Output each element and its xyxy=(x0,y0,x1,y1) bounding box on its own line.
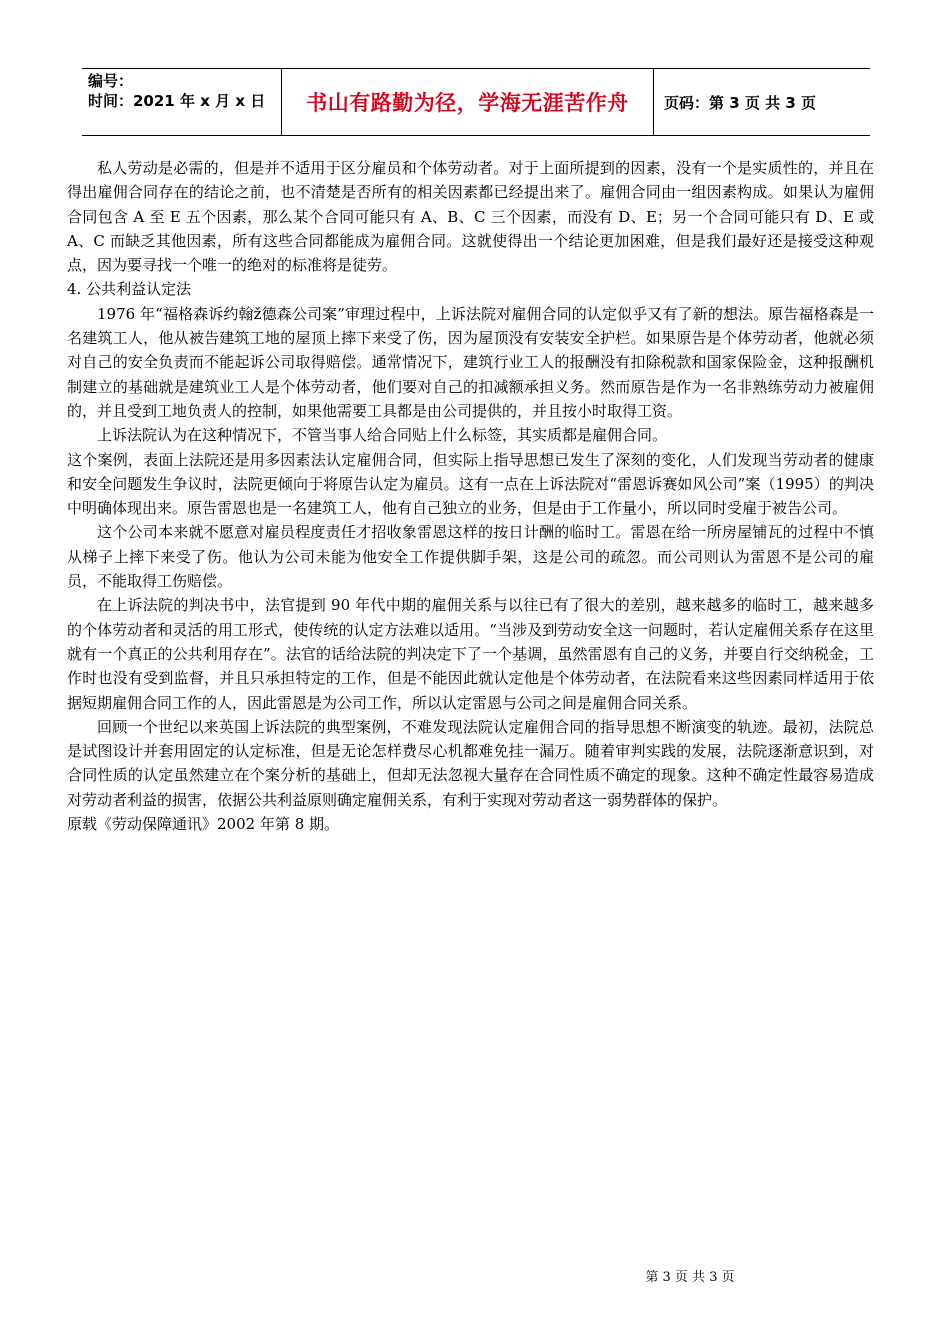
paragraph: 私人劳动是必需的，但是并不适用于区分雇员和个体劳动者。对于上面所提到的因素，没有一个是实质性的，并且在得出雇佣合同存在的结论之前，也不清楚是否所有的相关因素都已经提出来了。雇佣合同由一组因素构成。如果认为雇佣合同包含 A 至 E 五个因素，那么某个合同可能只有 A、B、C 三个因素，而没有 D、E；另一个合同可能只有 D、E 或 A、C 而缺乏其他因素，所有这些合同都能成为雇佣合同。这就使得出一个结论更加困难，但是我们最好还是接受这种观点，因为要寻找一个唯一的绝对的标准将是徒劳。 xyxy=(67,159,874,275)
source-note: 原载《劳动保障通讯》2002 年第 8 期。 xyxy=(67,815,340,834)
paragraph: 这个案例，表面上法院还是用多因素法认定雇佣合同，但实际上指导思想已发生了深刻的变化，人们发现当劳动者的健康和安全问题发生争议时，法院更倾向于将原告认定为雇员。这有一点在上诉法院对“雷恩诉赛如风公司”案（1995）的判决中明确体现出来。原告雷恩也是一名建筑工人，他有自己独立的业务，但是由于工作量小，所以同时受雇于被告公司。 xyxy=(67,450,874,518)
header-page-label: 页码：第 3 页 共 3 页 xyxy=(664,93,816,112)
header-meta xyxy=(82,69,282,135)
header-motto: 书山有路勤为径，学海无涯苦作舟 xyxy=(282,69,654,135)
document-number-label: 编号： xyxy=(88,72,134,90)
page-footer: 第 3 页 共 3 页 xyxy=(645,1270,735,1285)
document-date-label: 时间：2021 年 x 月 x 日 xyxy=(88,92,266,110)
header-table xyxy=(82,68,870,136)
document-body xyxy=(67,156,874,836)
paragraph: 在上诉法院的判决书中，法官提到 90 年代中期的雇佣关系与以往已有了很大的差别，越来越多的临时工，越来越多的个体劳动者和灵活的用工形式，使传统的认定方法难以适用。“当涉及到劳动安全这一问题时，若认定雇佣关系存在这里就有一个真正的公共利用存在”。法官的话给法院的判决定下了一个基调，虽然雷恩有自己的义务，并要自行交纳税金，工作时也没有受到监督，并且只承担特定的工作，但是不能因此就认定他是个体劳动者，在法院看来这些因素同样适用于依据短期雇佣合同工作的人，因此雷恩是为公司工作，所以认定雷恩与公司之间是雇佣合同关系。 xyxy=(67,596,874,712)
section-heading: 4. 公共利益认定法 xyxy=(67,280,192,299)
paragraph: 上诉法院认为在这种情况下，不管当事人给合同贴上什么标签，其实质都是雇佣合同。 xyxy=(97,426,668,445)
paragraph: 回顾一个世纪以来英国上诉法院的典型案例，不难发现法院认定雇佣合同的指导思想不断演变的轨迹。最初，法院总是试图设计并套用固定的认定标准，但是无论怎样费尽心机都难免挂一漏万。随着审判实践的发展，法院逐渐意识到，对合同性质的认定虽然建立在个案分析的基础上，但却无法忽视大量存在合同性质不确定的现象。这种不确定性最容易造成对劳动者利益的损害，依据公共利益原则确定雇佣关系，有利于实现对劳动者这一弱势群体的保护。 xyxy=(67,717,874,809)
paragraph: 1976 年“福格森诉约翰ž德森公司案”审理过程中，上诉法院对雇佣合同的认定似乎又有了新的想法。原告福格森是一名建筑工人，他从被告建筑工地的屋顶上摔下来受了伤，因为屋顶没有安装安全护栏。如果原告是个体劳动者，他就必须对自己的安全负责而不能起诉公司取得赔偿。通常情况下，建筑行业工人的报酬没有扣除税款和国家保险金，这种报酬机制建立的基础就是建筑业工人是个体劳动者，他们要对自己的扣减额承担义务。然而原告是作为一名非熟练劳动力被雇佣的，并且受到工地负责人的控制，如果他需要工具都是由公司提供的，并且按小时取得工资。 xyxy=(67,304,874,420)
paragraph: 这个公司本来就不愿意对雇员程度责任才招收象雷恩这样的按日计酬的临时工。雷恩在给一所房屋铺瓦的过程中不慎从梯子上摔下来受了伤。他认为公司未能为他安全工作提供脚手架，这是公司的疏忽。而公司则认为雷恩不是公司的雇员，不能取得工伤赔偿。 xyxy=(67,523,874,591)
